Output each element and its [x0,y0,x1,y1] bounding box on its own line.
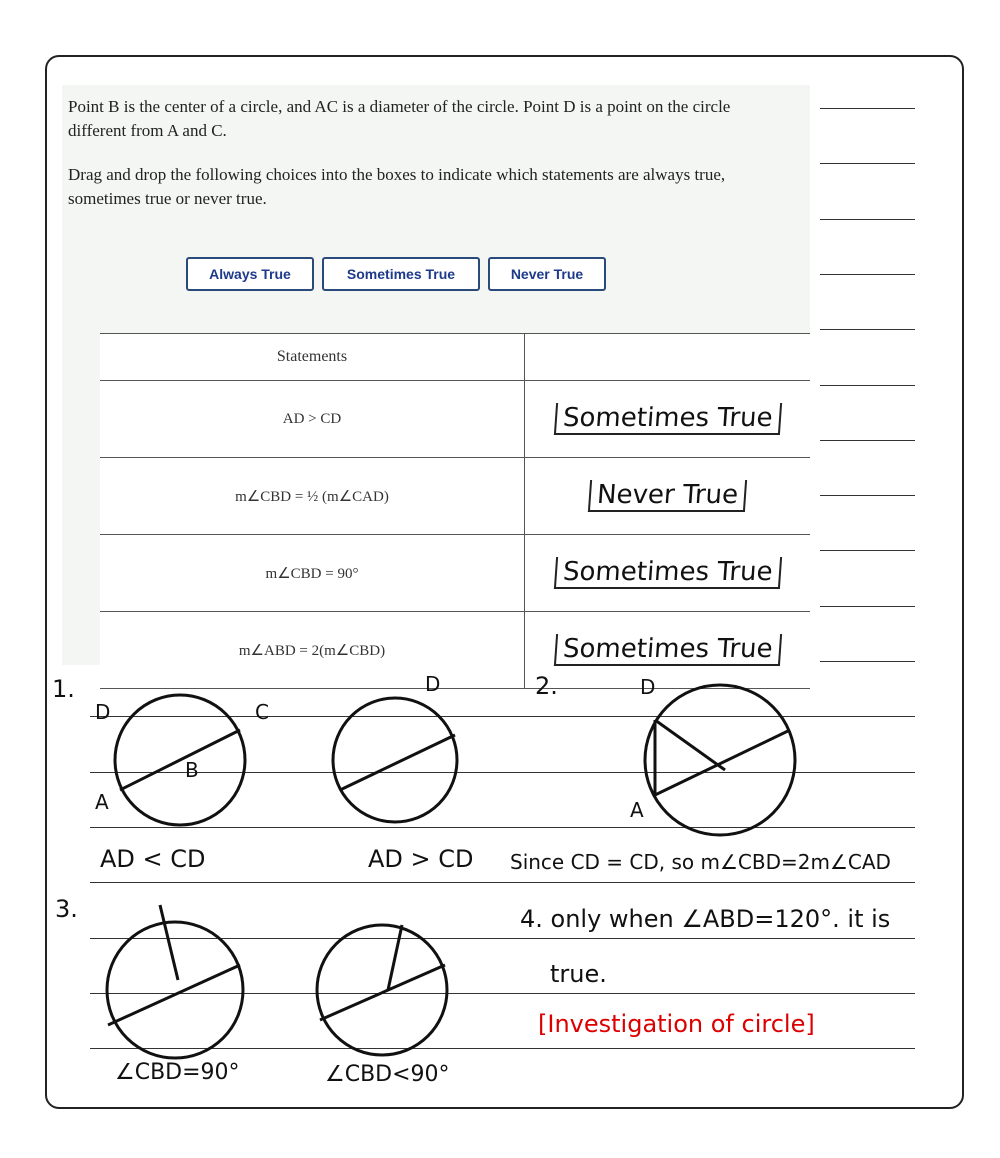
never-true-choice[interactable]: Never True [488,257,606,291]
table-row: m∠CBD = ½ (m∠CAD) Never True [100,458,810,535]
answer-box[interactable]: Sometimes True [554,634,782,666]
answer-box[interactable]: Never True [588,480,747,512]
note-4: 4. only when ∠ABD=120°. it is [520,905,891,933]
question-text: Point B is the center of a circle, and AC is a diameter of the circle. Point D is a point on the circle different from A and C. [68,97,731,140]
circle-sketch-3 [645,685,795,835]
answer-box[interactable]: Sometimes True [554,403,782,435]
circle-sketch-5 [317,925,447,1055]
sometimes-true-choice[interactable]: Sometimes True [322,257,480,291]
table-row: m∠CBD = 90° Sometimes True [100,535,810,612]
instruction-text: Drag and drop the following choices into the boxes to indicate which statements are always true, sometimes true or never true. [68,165,726,208]
note-number-1: 1. [52,675,75,703]
note-number-2: 2. [535,672,558,700]
note-4-cont: true. [550,960,607,988]
table-header: Statements [100,334,525,381]
table-row: AD > CD Sometimes True [100,381,810,458]
note-case-2: AD > CD [368,845,474,873]
note-case-1: AD < CD [100,845,206,873]
circle-sketch-4 [107,922,243,1058]
always-true-choice[interactable]: Always True [186,257,314,291]
answer-box[interactable]: Sometimes True [554,557,782,589]
circle-sketch-2 [333,698,457,822]
note-tag: [Investigation of circle] [538,1010,815,1038]
note-case-4: ∠CBD<90° [325,1062,450,1087]
note-since: Since CD = CD, so m∠CBD=2m∠CAD [510,850,891,874]
note-number-3: 3. [55,895,78,923]
note-case-3: ∠CBD=90° [115,1060,240,1085]
table-row: m∠ABD = 2(m∠CBD) Sometimes True [100,612,810,689]
